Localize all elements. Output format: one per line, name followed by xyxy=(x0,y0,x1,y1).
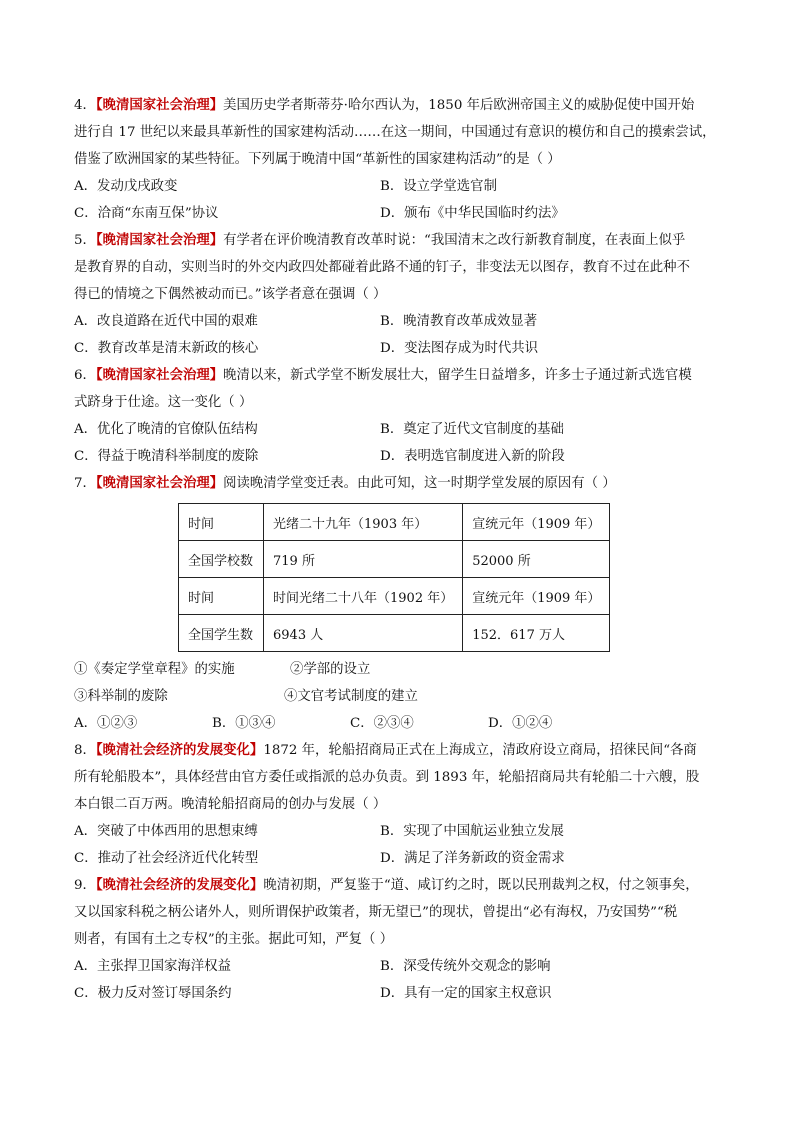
table-cell: 宣统元年（1909 年） xyxy=(463,504,610,541)
question-stem-line: 7．【晚清国家社会治理】阅读晚清学堂变迁表。由此可知，这一时期学堂发展的原因有（ ） xyxy=(74,475,616,491)
option-b[interactable]: B．①③④ xyxy=(212,716,276,731)
question-stem-line: 是教育界的自动，实则当时的外交内政四处都碰着此路不通的钉子，非变法无以图存，教育不过在此种不 xyxy=(74,260,690,275)
question-stem-line: 8．【晚清社会经济的发展变化】1872 年，轮船招商局正式在上海成立，清政府设立商局，招徕民间“各商 xyxy=(74,742,697,758)
option-c[interactable]: C．得益于晚清科举制度的废除 xyxy=(74,449,259,464)
topic-tag: 【晚清社会经济的发展变化】 xyxy=(95,742,264,758)
statement-item: ②学部的设立 xyxy=(290,662,371,677)
option-d[interactable]: D．表明选官制度进入新的阶段 xyxy=(380,449,565,464)
option-d[interactable]: D．满足了洋务新政的资金需求 xyxy=(380,851,565,866)
option-b[interactable]: B．设立学堂选官制 xyxy=(380,179,497,194)
question-number: 9． xyxy=(74,878,96,893)
table-cell: 时间 xyxy=(179,504,264,541)
table-cell: 时间光绪二十八年（1902 年） xyxy=(264,578,463,615)
question-stem-line: 6．【晚清国家社会治理】晚清以来，新式学堂不断发展壮大，留学生日益增多，许多士子通过新式选官模 xyxy=(74,367,692,383)
option-c[interactable]: C．教育改革是清末新政的核心 xyxy=(74,341,259,356)
topic-tag: 【晚清国家社会治理】 xyxy=(95,232,224,248)
table-cell: 全国学生数 xyxy=(179,615,264,652)
statement-item: ③科举制的废除 xyxy=(74,689,168,704)
question-stem-line: 5．【晚清国家社会治理】有学者在评价晚清教育改革时说：“我国清末之改行新教育制度，在表面上似乎 xyxy=(74,232,686,248)
question-stem-line: 借鉴了欧洲国家的某些特征。下列属于晚清中国“革新性的国家建构活动”的是（ ） xyxy=(74,152,561,167)
topic-tag: 【晚清国家社会治理】 xyxy=(95,475,224,491)
question-number: 8． xyxy=(74,743,96,758)
option-b[interactable]: B．晚清教育改革成效显著 xyxy=(380,314,538,329)
question-stem-line: 得已的情境之下偶然被动而已。”该学者意在强调（ ） xyxy=(74,287,387,302)
option-d[interactable]: D．①②④ xyxy=(488,716,553,731)
option-a[interactable]: A．发动戊戌政变 xyxy=(74,179,178,194)
question-stem-line: 进行自 17 世纪以来最具革新性的国家建构活动……在这一期间，中国通过有意识的模仿和自己的摸索尝试， xyxy=(74,125,716,140)
table-row xyxy=(179,541,610,578)
option-d[interactable]: D．具有一定的国家主权意识 xyxy=(380,986,552,1001)
question-9 xyxy=(74,872,722,1007)
table-cell: 宣统元年（1909 年） xyxy=(463,578,610,615)
statement-item: ①《奏定学堂章程》的实施 xyxy=(74,662,235,677)
question-4 xyxy=(74,92,722,227)
option-a[interactable]: A．突破了中体西用的思想束缚 xyxy=(74,824,258,839)
question-5 xyxy=(74,227,722,362)
table-cell: 时间 xyxy=(179,578,264,615)
table-cell: 152．617 万人 xyxy=(463,615,610,652)
exam-page xyxy=(74,92,722,1007)
question-stem-line: 本白银二百万两。晚清轮船招商局的创办与发展（ ） xyxy=(74,797,387,812)
table-cell: 光绪二十九年（1903 年） xyxy=(264,504,463,541)
question-stem-line: 4．【晚清国家社会治理】美国历史学者斯蒂芬·哈尔西认为，1850 年后欧洲帝国主义的威胁促使中国开始 xyxy=(74,97,695,113)
statement-item: ④文官考试制度的建立 xyxy=(284,689,418,704)
question-stem-line: 又以国家科税之柄公诸外人，则所谓保护政策者，斯无望已”的现状，曾提出“必有海权，乃安国势”“税 xyxy=(74,905,678,920)
option-c[interactable]: C．极力反对签订辱国条约 xyxy=(74,986,232,1001)
school-change-table xyxy=(178,503,610,652)
topic-tag: 【晚清社会经济的发展变化】 xyxy=(95,877,264,893)
question-stem-line: 则者，有国有土之专权”的主张。据此可知，严复（ ） xyxy=(74,932,394,947)
question-number: 7． xyxy=(74,476,96,491)
table-cell: 6943 人 xyxy=(264,615,463,652)
table-cell: 全国学校数 xyxy=(179,541,264,578)
question-stem-line: 9．【晚清社会经济的发展变化】晚清初期，严复鉴于“道、咸订约之时，既以民刑裁判之权，付之领事矣， xyxy=(74,877,699,893)
question-6 xyxy=(74,362,722,470)
question-8 xyxy=(74,737,722,872)
table-row xyxy=(179,578,610,615)
question-stem-line: 所有轮船股本”，具体经营由官方委任或指派的总办负责。到 1893 年，轮船招商局共有轮船二十六艘，股 xyxy=(74,770,700,785)
option-b[interactable]: B．奠定了近代文官制度的基础 xyxy=(380,422,564,437)
question-7 xyxy=(74,470,722,737)
option-a[interactable]: A．①②③ xyxy=(74,716,138,731)
table-cell: 52000 所 xyxy=(463,541,610,578)
question-stem-line: 式跻身于仕途。这一变化（ ） xyxy=(74,395,253,410)
option-d[interactable]: D．变法图存成为时代共识 xyxy=(380,341,539,356)
option-d[interactable]: D．颁布《中华民国临时约法》 xyxy=(380,206,565,221)
option-b[interactable]: B．实现了中国航运业独立发展 xyxy=(380,824,564,839)
option-a[interactable]: A．改良道路在近代中国的艰难 xyxy=(74,314,258,329)
option-c[interactable]: C．洽商“东南互保”协议 xyxy=(74,206,219,221)
option-c[interactable]: C．②③④ xyxy=(350,716,414,731)
option-c[interactable]: C．推动了社会经济近代化转型 xyxy=(74,851,259,866)
table-cell: 719 所 xyxy=(264,541,463,578)
question-number: 4． xyxy=(74,98,96,113)
topic-tag: 【晚清国家社会治理】 xyxy=(95,97,224,113)
table-row xyxy=(179,615,610,652)
option-a[interactable]: A．主张捍卫国家海洋权益 xyxy=(74,959,231,974)
question-number: 5． xyxy=(74,233,96,248)
topic-tag: 【晚清国家社会治理】 xyxy=(95,367,224,383)
option-b[interactable]: B．深受传统外交观念的影响 xyxy=(380,959,551,974)
table-row xyxy=(179,504,610,541)
option-a[interactable]: A．优化了晚清的官僚队伍结构 xyxy=(74,422,258,437)
question-number: 6． xyxy=(74,368,96,383)
